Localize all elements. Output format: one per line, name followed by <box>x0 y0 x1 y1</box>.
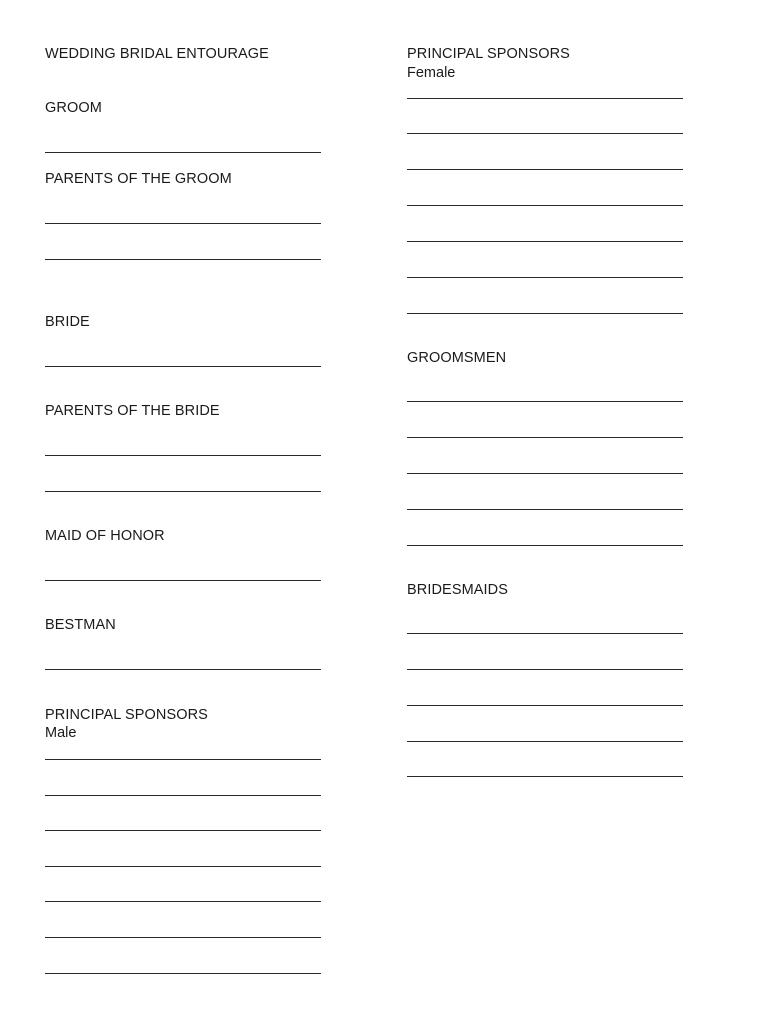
sponsors-female-blank-line-6[interactable] <box>407 277 683 278</box>
sponsors-male-blank-line-1[interactable] <box>45 759 321 760</box>
groom-blank-line[interactable] <box>45 152 321 153</box>
sponsors-female-subheading: Female <box>407 65 456 81</box>
document-title: WEDDING BRIDAL ENTOURAGE <box>45 46 269 62</box>
bestman-blank-line[interactable] <box>45 669 321 670</box>
sponsors-male-blank-line-6[interactable] <box>45 937 321 938</box>
groomsmen-blank-line-2[interactable] <box>407 437 683 438</box>
sponsors-female-blank-line-7[interactable] <box>407 313 683 314</box>
sponsors-male-heading: PRINCIPAL SPONSORS <box>45 707 208 723</box>
sponsors-female-blank-line-3[interactable] <box>407 169 683 170</box>
groomsmen-blank-line-1[interactable] <box>407 401 683 402</box>
sponsors-male-subheading: Male <box>45 725 77 741</box>
bride-blank-line[interactable] <box>45 366 321 367</box>
bridesmaids-blank-line-1[interactable] <box>407 633 683 634</box>
maid-of-honor-blank-line[interactable] <box>45 580 321 581</box>
sponsors-male-blank-line-3[interactable] <box>45 830 321 831</box>
bridesmaids-blank-line-3[interactable] <box>407 705 683 706</box>
sponsors-male-blank-line-4[interactable] <box>45 866 321 867</box>
bridesmaids-blank-line-5[interactable] <box>407 776 683 777</box>
bridesmaids-blank-line-4[interactable] <box>407 741 683 742</box>
groomsmen-blank-line-3[interactable] <box>407 473 683 474</box>
sponsors-female-blank-line-5[interactable] <box>407 241 683 242</box>
parents-bride-blank-line-1[interactable] <box>45 455 321 456</box>
sponsors-female-heading: PRINCIPAL SPONSORS <box>407 46 570 62</box>
parents-groom-blank-line-1[interactable] <box>45 223 321 224</box>
parents-groom-heading: PARENTS OF THE GROOM <box>45 171 232 187</box>
bridesmaids-blank-line-2[interactable] <box>407 669 683 670</box>
sponsors-male-blank-line-7[interactable] <box>45 973 321 974</box>
groom-heading: GROOM <box>45 100 102 116</box>
sponsors-male-blank-line-2[interactable] <box>45 795 321 796</box>
bestman-heading: BESTMAN <box>45 617 116 633</box>
parents-bride-blank-line-2[interactable] <box>45 491 321 492</box>
groomsmen-heading: GROOMSMEN <box>407 350 507 366</box>
sponsors-female-blank-line-2[interactable] <box>407 133 683 134</box>
parents-groom-blank-line-2[interactable] <box>45 259 321 260</box>
sponsors-male-blank-line-5[interactable] <box>45 901 321 902</box>
bride-heading: BRIDE <box>45 314 90 330</box>
maid-of-honor-heading: MAID OF HONOR <box>45 528 165 544</box>
groomsmen-blank-line-4[interactable] <box>407 509 683 510</box>
groomsmen-blank-line-5[interactable] <box>407 545 683 546</box>
sponsors-female-blank-line-4[interactable] <box>407 205 683 206</box>
bridesmaids-heading: BRIDESMAIDS <box>407 582 509 598</box>
parents-bride-heading: PARENTS OF THE BRIDE <box>45 403 220 419</box>
sponsors-female-blank-line-1[interactable] <box>407 98 683 99</box>
